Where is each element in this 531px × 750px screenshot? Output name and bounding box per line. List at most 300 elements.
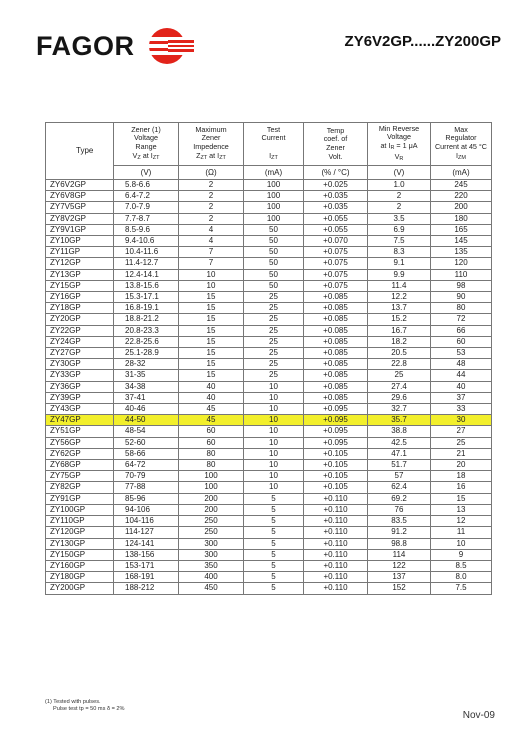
table-row <box>46 415 492 426</box>
header-impedance-sub2: ZT <box>219 154 226 161</box>
cell-impedance: 40 <box>179 392 244 403</box>
cell-type: ZY18GP <box>46 303 114 314</box>
cell-reverse-voltage: 47.1 <box>368 448 431 459</box>
cell-zener-voltage: 20.8-23.3 <box>114 325 179 336</box>
header-reverse-line3: at I <box>380 141 391 150</box>
table-row <box>46 516 492 527</box>
cell-reverse-voltage: 62.4 <box>368 482 431 493</box>
header-test-current <box>244 123 304 166</box>
header-current-line1: Test <box>266 124 281 134</box>
table-row <box>46 236 492 247</box>
unit-cell: (mA) <box>431 166 492 180</box>
cell-zener-voltage: 25.1-28.9 <box>114 348 179 359</box>
table-row <box>46 191 492 202</box>
table-row <box>46 213 492 224</box>
cell-regulator-current: 120 <box>431 258 492 269</box>
cell-reverse-voltage: 69.2 <box>368 493 431 504</box>
table-row <box>46 314 492 325</box>
cell-temp-coef: +0.110 <box>304 572 368 583</box>
cell-reverse-voltage: 12.2 <box>368 292 431 303</box>
cell-reverse-voltage: 83.5 <box>368 516 431 527</box>
cell-test-current: 50 <box>244 236 304 247</box>
header-max-regulator <box>431 123 492 166</box>
cell-type: ZY16GP <box>46 292 114 303</box>
cell-reverse-voltage: 114 <box>368 549 431 560</box>
cell-temp-coef: +0.105 <box>304 448 368 459</box>
table-row <box>46 359 492 370</box>
cell-impedance: 2 <box>179 213 244 224</box>
cell-impedance: 250 <box>179 516 244 527</box>
cell-impedance: 450 <box>179 583 244 594</box>
cell-test-current: 25 <box>244 348 304 359</box>
cell-temp-coef: +0.105 <box>304 482 368 493</box>
cell-type: ZY91GP <box>46 493 114 504</box>
cell-reverse-voltage: 42.5 <box>368 437 431 448</box>
cell-temp-coef: +0.085 <box>304 348 368 359</box>
cell-type: ZY200GP <box>46 583 114 594</box>
table-row <box>46 482 492 493</box>
cell-zener-voltage: 12.4-14.1 <box>114 269 179 280</box>
cell-temp-coef: +0.085 <box>304 359 368 370</box>
cell-impedance: 400 <box>179 572 244 583</box>
cell-test-current: 10 <box>244 415 304 426</box>
cell-impedance: 15 <box>179 325 244 336</box>
unit-cell: (mA) <box>244 166 304 180</box>
cell-zener-voltage: 18.8-21.2 <box>114 314 179 325</box>
cell-regulator-current: 21 <box>431 448 492 459</box>
cell-zener-voltage: 44-50 <box>114 415 179 426</box>
unit-cell: (% / °C) <box>304 166 368 180</box>
cell-temp-coef: +0.110 <box>304 560 368 571</box>
cell-regulator-current: 8.0 <box>431 572 492 583</box>
table-row <box>46 336 492 347</box>
cell-temp-coef: +0.095 <box>304 415 368 426</box>
cell-impedance: 200 <box>179 504 244 515</box>
cell-impedance: 15 <box>179 292 244 303</box>
cell-temp-coef: +0.075 <box>304 247 368 258</box>
cell-regulator-current: 44 <box>431 370 492 381</box>
cell-zener-voltage: 188-212 <box>114 583 179 594</box>
header-zener-voltage-line1: Zener (1) <box>131 124 161 134</box>
cell-test-current: 10 <box>244 482 304 493</box>
revision-date: Nov-09 <box>462 710 495 721</box>
cell-type: ZY51GP <box>46 426 114 437</box>
header-current-symbol: I <box>269 150 272 160</box>
cell-impedance: 2 <box>179 180 244 191</box>
cell-type: ZY9V1GP <box>46 224 114 235</box>
cell-impedance: 15 <box>179 370 244 381</box>
cell-regulator-current: 30 <box>431 415 492 426</box>
cell-type: ZY180GP <box>46 572 114 583</box>
cell-type: ZY11GP <box>46 247 114 258</box>
cell-temp-coef: +0.105 <box>304 460 368 471</box>
page-header <box>0 0 531 70</box>
cell-type: ZY100GP <box>46 504 114 515</box>
cell-reverse-voltage: 13.7 <box>368 303 431 314</box>
cell-zener-voltage: 31-35 <box>114 370 179 381</box>
table-row <box>46 303 492 314</box>
cell-temp-coef: +0.110 <box>304 493 368 504</box>
cell-regulator-current: 145 <box>431 236 492 247</box>
table-row <box>46 471 492 482</box>
cell-type: ZY8V2GP <box>46 213 114 224</box>
cell-regulator-current: 40 <box>431 381 492 392</box>
cell-reverse-voltage: 32.7 <box>368 404 431 415</box>
cell-test-current: 10 <box>244 460 304 471</box>
cell-type: ZY24GP <box>46 336 114 347</box>
cell-zener-voltage: 48-54 <box>114 426 179 437</box>
cell-regulator-current: 110 <box>431 269 492 280</box>
cell-impedance: 15 <box>179 303 244 314</box>
cell-test-current: 5 <box>244 516 304 527</box>
cell-zener-voltage: 85-96 <box>114 493 179 504</box>
cell-zener-voltage: 94-106 <box>114 504 179 515</box>
cell-test-current: 5 <box>244 538 304 549</box>
cell-reverse-voltage: 29.6 <box>368 392 431 403</box>
header-reverse-sub: R <box>399 155 404 162</box>
cell-test-current: 10 <box>244 471 304 482</box>
cell-test-current: 25 <box>244 325 304 336</box>
cell-temp-coef: +0.095 <box>304 426 368 437</box>
cell-temp-coef: +0.110 <box>304 549 368 560</box>
header-zener-voltage-sub2: ZT <box>152 154 160 161</box>
cell-zener-voltage: 40-46 <box>114 404 179 415</box>
cell-test-current: 100 <box>244 213 304 224</box>
table-row <box>46 538 492 549</box>
table-row <box>46 258 492 269</box>
table-row <box>46 224 492 235</box>
header-regulator-sub: ZM <box>458 154 466 161</box>
header-current-line2: Current <box>261 133 286 143</box>
header-regulator-symbol: I <box>456 150 459 160</box>
header-regulator-line2: Regulator <box>445 133 477 143</box>
table-row <box>46 560 492 571</box>
cell-type: ZY110GP <box>46 516 114 527</box>
cell-zener-voltage: 52-60 <box>114 437 179 448</box>
header-impedance-sub: ZT <box>200 154 208 161</box>
cell-temp-coef: +0.035 <box>304 191 368 202</box>
cell-test-current: 100 <box>244 191 304 202</box>
cell-reverse-voltage: 8.3 <box>368 247 431 258</box>
cell-regulator-current: 66 <box>431 325 492 336</box>
cell-type: ZY12GP <box>46 258 114 269</box>
cell-reverse-voltage: 6.9 <box>368 224 431 235</box>
cell-test-current: 5 <box>244 504 304 515</box>
cell-regulator-current: 9 <box>431 549 492 560</box>
cell-test-current: 5 <box>244 527 304 538</box>
cell-test-current: 25 <box>244 336 304 347</box>
cell-regulator-current: 245 <box>431 180 492 191</box>
cell-zener-voltage: 7.0-7.9 <box>114 202 179 213</box>
header-zener-voltage-sub: Z <box>137 154 141 161</box>
cell-reverse-voltage: 76 <box>368 504 431 515</box>
cell-reverse-voltage: 91.2 <box>368 527 431 538</box>
table-row <box>46 202 492 213</box>
cell-zener-voltage: 6.4-7.2 <box>114 191 179 202</box>
cell-impedance: 10 <box>179 269 244 280</box>
cell-reverse-voltage: 18.2 <box>368 336 431 347</box>
cell-test-current: 50 <box>244 224 304 235</box>
header-reverse-line3-tail: = 1 μA <box>394 141 418 150</box>
cell-regulator-current: 48 <box>431 359 492 370</box>
cell-regulator-current: 165 <box>431 224 492 235</box>
header-coef-line3: Zener <box>326 143 345 152</box>
cell-reverse-voltage: 25 <box>368 370 431 381</box>
part-range-title: ZY6V2GP......ZY200GP <box>344 33 501 50</box>
footnote-line1: (1) Tested with pulses. <box>45 699 101 705</box>
cell-temp-coef: +0.055 <box>304 224 368 235</box>
cell-zener-voltage: 5.8-6.6 <box>114 180 179 191</box>
cell-test-current: 10 <box>244 381 304 392</box>
cell-regulator-current: 16 <box>431 482 492 493</box>
cell-zener-voltage: 124-141 <box>114 538 179 549</box>
cell-regulator-current: 53 <box>431 348 492 359</box>
cell-impedance: 7 <box>179 247 244 258</box>
header-reverse-line1: Min Reverse <box>378 123 420 133</box>
table-row <box>46 370 492 381</box>
cell-regulator-current: 60 <box>431 336 492 347</box>
cell-type: ZY36GP <box>46 381 114 392</box>
cell-type: ZY30GP <box>46 359 114 370</box>
cell-reverse-voltage: 22.8 <box>368 359 431 370</box>
cell-temp-coef: +0.095 <box>304 437 368 448</box>
cell-regulator-current: 15 <box>431 493 492 504</box>
cell-regulator-current: 33 <box>431 404 492 415</box>
cell-zener-voltage: 104-116 <box>114 516 179 527</box>
cell-zener-voltage: 138-156 <box>114 549 179 560</box>
cell-test-current: 50 <box>244 269 304 280</box>
cell-zener-voltage: 11.4-12.7 <box>114 258 179 269</box>
header-zener-voltage-line2: Voltage <box>134 133 158 143</box>
cell-type: ZY82GP <box>46 482 114 493</box>
header-min-reverse <box>368 123 431 166</box>
cell-test-current: 100 <box>244 180 304 191</box>
cell-regulator-current: 220 <box>431 191 492 202</box>
cell-test-current: 25 <box>244 359 304 370</box>
cell-temp-coef: +0.075 <box>304 258 368 269</box>
header-temp-coef <box>304 123 368 166</box>
cell-reverse-voltage: 137 <box>368 572 431 583</box>
header-current-sub: ZT <box>271 154 278 161</box>
cell-temp-coef: +0.110 <box>304 583 368 594</box>
cell-temp-coef: +0.085 <box>304 292 368 303</box>
cell-reverse-voltage: 3.5 <box>368 213 431 224</box>
cell-reverse-voltage: 20.5 <box>368 348 431 359</box>
cell-temp-coef: +0.095 <box>304 404 368 415</box>
header-impedance-symbol: Z <box>196 150 201 160</box>
cell-regulator-current: 180 <box>431 213 492 224</box>
header-regulator-line3: Current at 45 °C <box>434 142 487 151</box>
header-impedance-line2: Zener <box>201 133 221 143</box>
cell-regulator-current: 18 <box>431 471 492 482</box>
table-row <box>46 549 492 560</box>
cell-zener-voltage: 34-38 <box>114 381 179 392</box>
header-zener-voltage-mid: at I <box>140 150 153 160</box>
header-impedance-line1: Maximum <box>195 124 227 134</box>
table-header-row <box>46 123 492 166</box>
cell-reverse-voltage: 98.8 <box>368 538 431 549</box>
cell-impedance: 300 <box>179 538 244 549</box>
cell-regulator-current: 13 <box>431 504 492 515</box>
unit-cell: (V) <box>368 166 431 180</box>
cell-regulator-current: 10 <box>431 538 492 549</box>
cell-zener-voltage: 7.7-8.7 <box>114 213 179 224</box>
table-row <box>46 392 492 403</box>
table-row <box>46 493 492 504</box>
cell-type: ZY56GP <box>46 437 114 448</box>
brand-logo <box>36 30 194 62</box>
cell-reverse-voltage: 2 <box>368 191 431 202</box>
cell-type: ZY160GP <box>46 560 114 571</box>
cell-impedance: 60 <box>179 426 244 437</box>
cell-test-current: 5 <box>244 560 304 571</box>
cell-type: ZY27GP <box>46 348 114 359</box>
cell-impedance: 80 <box>179 448 244 459</box>
cell-test-current: 10 <box>244 426 304 437</box>
unit-cell: (V) <box>114 166 179 180</box>
cell-zener-voltage: 16.8-19.1 <box>114 303 179 314</box>
cell-zener-voltage: 114-127 <box>114 527 179 538</box>
cell-type: ZY6V2GP <box>46 180 114 191</box>
cell-reverse-voltage: 9.1 <box>368 258 431 269</box>
cell-temp-coef: +0.070 <box>304 236 368 247</box>
cell-regulator-current: 72 <box>431 314 492 325</box>
table-row <box>46 448 492 459</box>
cell-test-current: 25 <box>244 370 304 381</box>
table-row <box>46 583 492 594</box>
cell-impedance: 60 <box>179 437 244 448</box>
cell-zener-voltage: 28-32 <box>114 359 179 370</box>
spec-table-container <box>45 122 492 595</box>
cell-temp-coef: +0.110 <box>304 516 368 527</box>
cell-impedance: 250 <box>179 527 244 538</box>
cell-impedance: 40 <box>179 381 244 392</box>
cell-temp-coef: +0.075 <box>304 280 368 291</box>
table-row <box>46 527 492 538</box>
cell-regulator-current: 7.5 <box>431 583 492 594</box>
fagor-logo-icon <box>140 26 194 66</box>
cell-type: ZY39GP <box>46 392 114 403</box>
cell-regulator-current: 90 <box>431 292 492 303</box>
cell-type: ZY130GP <box>46 538 114 549</box>
cell-regulator-current: 11 <box>431 527 492 538</box>
cell-temp-coef: +0.035 <box>304 202 368 213</box>
cell-reverse-voltage: 7.5 <box>368 236 431 247</box>
cell-regulator-current: 200 <box>431 202 492 213</box>
header-reverse-line2: Voltage <box>387 132 411 142</box>
cell-zener-voltage: 10.4-11.6 <box>114 247 179 258</box>
cell-reverse-voltage: 16.7 <box>368 325 431 336</box>
cell-type: ZY62GP <box>46 448 114 459</box>
cell-impedance: 45 <box>179 415 244 426</box>
header-zener-voltage <box>114 123 179 166</box>
cell-zener-voltage: 9.4-10.6 <box>114 236 179 247</box>
cell-regulator-current: 12 <box>431 516 492 527</box>
cell-test-current: 10 <box>244 448 304 459</box>
cell-regulator-current: 8.5 <box>431 560 492 571</box>
header-impedance-line3: Impedence <box>193 142 229 151</box>
cell-regulator-current: 80 <box>431 303 492 314</box>
cell-impedance: 100 <box>179 482 244 493</box>
cell-reverse-voltage: 152 <box>368 583 431 594</box>
cell-reverse-voltage: 51.7 <box>368 460 431 471</box>
cell-test-current: 10 <box>244 392 304 403</box>
cell-type: ZY13GP <box>46 269 114 280</box>
cell-impedance: 15 <box>179 359 244 370</box>
cell-regulator-current: 20 <box>431 460 492 471</box>
cell-impedance: 80 <box>179 460 244 471</box>
cell-temp-coef: +0.055 <box>304 213 368 224</box>
table-row <box>46 348 492 359</box>
cell-temp-coef: +0.085 <box>304 314 368 325</box>
cell-reverse-voltage: 1.0 <box>368 180 431 191</box>
cell-regulator-current: 98 <box>431 280 492 291</box>
cell-reverse-voltage: 57 <box>368 471 431 482</box>
cell-temp-coef: +0.110 <box>304 504 368 515</box>
header-type: Type <box>46 123 114 180</box>
cell-reverse-voltage: 9.9 <box>368 269 431 280</box>
cell-regulator-current: 27 <box>431 426 492 437</box>
cell-temp-coef: +0.085 <box>304 381 368 392</box>
cell-zener-voltage: 153-171 <box>114 560 179 571</box>
cell-test-current: 25 <box>244 303 304 314</box>
cell-test-current: 25 <box>244 292 304 303</box>
table-row <box>46 280 492 291</box>
unit-cell: (Ω) <box>179 166 244 180</box>
header-impedance-mid: at I <box>207 150 220 160</box>
cell-type: ZY150GP <box>46 549 114 560</box>
cell-type: ZY15GP <box>46 280 114 291</box>
cell-zener-voltage: 77-88 <box>114 482 179 493</box>
cell-impedance: 2 <box>179 191 244 202</box>
header-zener-voltage-symbol: V <box>132 150 138 160</box>
cell-type: ZY20GP <box>46 314 114 325</box>
cell-regulator-current: 25 <box>431 437 492 448</box>
cell-test-current: 25 <box>244 314 304 325</box>
cell-zener-voltage: 58-66 <box>114 448 179 459</box>
cell-reverse-voltage: 38.8 <box>368 426 431 437</box>
cell-test-current: 50 <box>244 258 304 269</box>
header-coef-line4: Volt. <box>328 151 343 161</box>
footnote-line2: Pulse test tp = 50 ms δ = 2% <box>53 706 125 713</box>
cell-temp-coef: +0.110 <box>304 538 368 549</box>
cell-reverse-voltage: 15.2 <box>368 314 431 325</box>
cell-impedance: 4 <box>179 236 244 247</box>
table-row <box>46 437 492 448</box>
cell-zener-voltage: 15.3-17.1 <box>114 292 179 303</box>
table-row <box>46 381 492 392</box>
cell-impedance: 15 <box>179 314 244 325</box>
brand-name: FAGOR <box>36 30 135 61</box>
cell-type: ZY7V5GP <box>46 202 114 213</box>
cell-test-current: 10 <box>244 404 304 415</box>
header-reverse-symbol: V <box>394 151 400 161</box>
table-row <box>46 292 492 303</box>
table-row <box>46 572 492 583</box>
cell-reverse-voltage: 2 <box>368 202 431 213</box>
header-impedance <box>179 123 244 166</box>
cell-zener-voltage: 168-191 <box>114 572 179 583</box>
cell-test-current: 5 <box>244 549 304 560</box>
table-row <box>46 426 492 437</box>
cell-impedance: 10 <box>179 280 244 291</box>
cell-impedance: 45 <box>179 404 244 415</box>
cell-zener-voltage: 37-41 <box>114 392 179 403</box>
cell-reverse-voltage: 11.4 <box>368 280 431 291</box>
cell-temp-coef: +0.025 <box>304 180 368 191</box>
cell-impedance: 200 <box>179 493 244 504</box>
cell-zener-voltage: 8.5-9.6 <box>114 224 179 235</box>
